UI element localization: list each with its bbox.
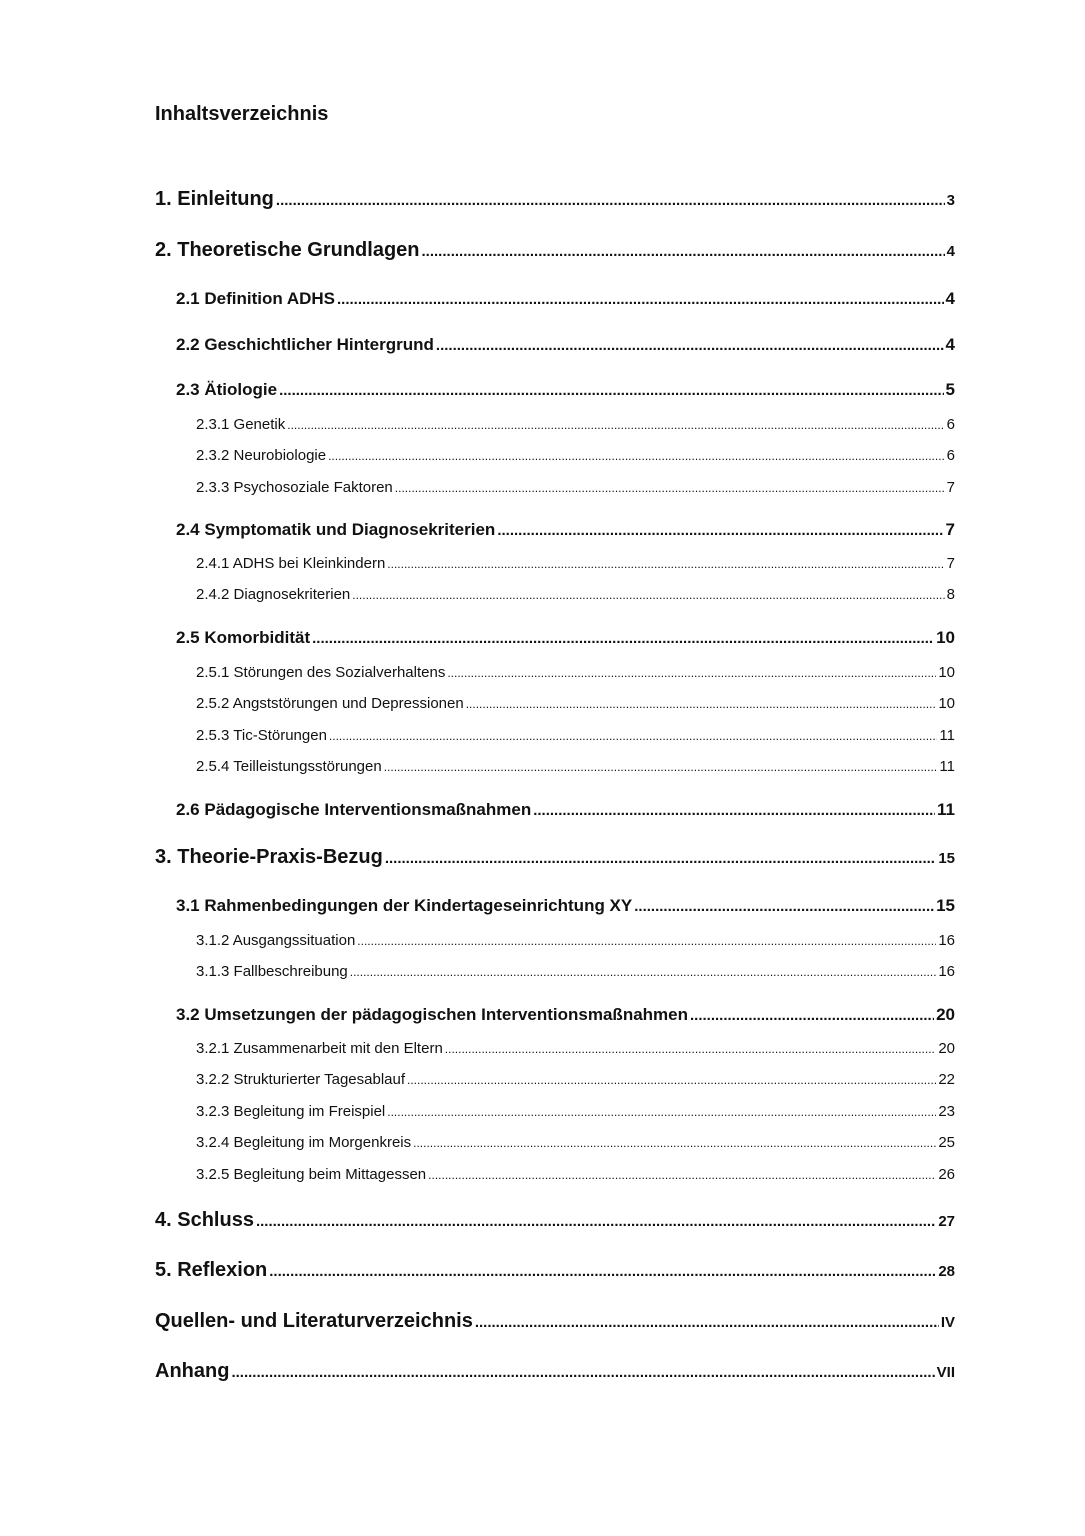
toc-entry-page: 15 [938,850,955,867]
toc-leader-dots [387,557,944,571]
toc-leader-dots [279,382,943,399]
toc-entry-page: 10 [938,695,955,712]
toc-entry-page: 27 [938,1213,955,1230]
toc-leader-dots [413,1136,936,1150]
toc-entry-page: 16 [938,963,955,980]
toc-entry-schluss[interactable] [155,1209,955,1232]
toc-entry-angststoerungen[interactable] [196,695,955,712]
toc-leader-dots [447,666,936,680]
toc-entry-page: 20 [936,1005,955,1024]
toc-leader-dots [690,1007,934,1024]
toc-entry-page: IV [940,1314,955,1331]
toc-leader-dots [436,337,944,354]
toc-entry-page: 4 [946,243,955,260]
toc-entry-page: 11 [937,800,955,819]
toc-leader-dots [422,243,945,260]
toc-entry-title: 2.2 Geschichtlicher Hintergrund [176,335,434,354]
toc-entry-title: 3.1.2 Ausgangssituation [196,932,356,949]
toc-entry-title: 2.6 Pädagogische Interventionsmaßnahmen [176,800,532,819]
toc-entry-page: 20 [938,1040,955,1057]
toc-entry-ausgangssituation[interactable] [196,932,955,949]
toc-entry-reflexion[interactable] [155,1259,955,1282]
toc-leader-dots [385,850,936,867]
toc-leader-dots [475,1314,939,1331]
toc-leader-dots [395,481,945,495]
toc-entry-tic-stoerungen[interactable] [196,727,955,744]
toc-entry-page: 3 [946,192,955,209]
page-title: Inhaltsverzeichnis [155,103,329,125]
toc-leader-dots [269,1263,936,1280]
toc-entry-theorie-praxis-bezug[interactable] [155,846,955,869]
toc-entry-zusammenarbeit-eltern[interactable] [196,1040,955,1057]
toc-entry-page: 6 [946,416,955,433]
toc-entry-neurobiologie[interactable] [196,447,955,464]
toc-leader-dots [428,1168,936,1182]
toc-leader-dots [287,418,944,432]
toc-entry-page: 26 [938,1166,955,1183]
toc-leader-dots [384,760,938,774]
toc-entry-einleitung[interactable] [155,188,955,211]
toc-entry-genetik[interactable] [196,416,955,433]
toc-entry-title: 3.2.5 Begleitung beim Mittagessen [196,1166,427,1183]
toc-entry-title: 3.1.3 Fallbeschreibung [196,963,348,980]
toc-entry-title: Quellen- und Literaturverzeichnis [155,1310,473,1332]
toc-leader-dots [350,965,937,979]
toc-entry-page: 4 [945,335,955,354]
toc-entry-title: 2. Theoretische Grundlagen [155,239,420,261]
toc-entry-rahmenbedingungen[interactable] [176,896,955,916]
toc-entry-title: 2.5.1 Störungen des Sozialverhaltens [196,664,446,681]
toc-entry-title: 2.4 Symptomatik und Diagnosekriterien [176,520,496,539]
toc-leader-dots [352,588,944,602]
toc-entry-diagnosekriterien[interactable] [196,586,955,603]
toc-entry-title: 3.2.1 Zusammenarbeit mit den Eltern [196,1040,443,1057]
toc-leader-dots [533,802,935,819]
toc-entry-page: 11 [939,727,955,744]
toc-entry-page: 15 [936,896,955,915]
toc-entry-title: 3.2.3 Begleitung im Freispiel [196,1103,386,1120]
toc-entry-aetiologie[interactable] [176,380,955,400]
toc-entry-title: 2.3 Ätiologie [176,380,278,399]
toc-entry-umsetzungen[interactable] [176,1005,955,1025]
toc-leader-dots [445,1042,937,1056]
toc-entry-freispiel[interactable] [196,1103,955,1120]
toc-entry-page: 7 [945,520,955,539]
toc-leader-dots [328,449,945,463]
toc-entry-title: 2.3.1 Genetik [196,416,286,433]
toc-entry-title: 3.2.4 Begleitung im Morgenkreis [196,1134,412,1151]
toc-leader-dots [231,1364,934,1381]
toc-entry-theoretische-grundlagen[interactable] [155,239,955,262]
toc-entry-page: 7 [946,479,955,496]
toc-entry-mittagessen[interactable] [196,1166,955,1183]
toc-leader-dots [357,934,936,948]
toc-entry-title: 3.2 Umsetzungen der pädagogischen Interventionsmaßnahmen [176,1005,688,1024]
toc-entry-page: 4 [945,289,955,308]
toc-entry-page: 7 [946,555,955,572]
toc-leader-dots [497,522,943,539]
toc-entry-title: 2.1 Definition ADHS [176,289,335,308]
toc-leader-dots [466,697,937,711]
toc-entry-title: 3.1 Rahmenbedingungen der Kindertageseinrichtung XY [176,896,633,915]
toc-entry-fallbeschreibung[interactable] [196,963,955,980]
toc-entry-title: 2.5.2 Angststörungen und Depressionen [196,695,464,712]
toc-entry-geschichtlicher-hintergrund[interactable] [176,335,955,355]
toc-entry-page: 28 [938,1263,955,1280]
toc-entry-symptomatik[interactable] [176,520,955,540]
toc-entry-title: 2.4.2 Diagnosekriterien [196,586,351,603]
toc-entry-page: VII [936,1364,955,1381]
toc-entry-page: 23 [938,1103,955,1120]
toc-leader-dots [312,630,934,647]
toc-entry-sozialverhalten[interactable] [196,664,955,681]
toc-entry-page: 5 [945,380,955,399]
toc-leader-dots [276,192,945,209]
toc-entry-page: 6 [946,447,955,464]
toc-leader-dots [329,729,938,743]
toc-entry-tagesablauf[interactable] [196,1071,955,1088]
toc-entry-page: 11 [939,758,955,775]
toc-entry-title: 2.3.3 Psychosoziale Faktoren [196,479,393,496]
toc-entry-title: 2.5 Komorbidität [176,628,311,647]
toc-entry-morgenkreis[interactable] [196,1134,955,1151]
toc-entry-title: 3.2.2 Strukturierter Tagesablauf [196,1071,406,1088]
toc-leader-dots [407,1073,936,1087]
toc-entry-title: 5. Reflexion [155,1259,268,1281]
toc-entry-adhs-kleinkinder[interactable] [196,555,955,572]
toc-entry-title: 4. Schluss [155,1209,254,1231]
toc-entry-psychosoziale-faktoren[interactable] [196,479,955,496]
toc-entry-anhang[interactable] [155,1360,955,1383]
toc-entry-page: 25 [938,1134,955,1151]
toc-entry-title: 2.3.2 Neurobiologie [196,447,327,464]
toc-entry-interventionsmassnahmen[interactable] [176,800,955,820]
toc-entry-page: 8 [946,586,955,603]
toc-leader-dots [634,898,934,915]
toc-entry-literaturverzeichnis[interactable] [155,1310,955,1333]
toc-entry-page: 16 [938,932,955,949]
toc-entry-title: 3. Theorie-Praxis-Bezug [155,846,383,868]
toc-leader-dots [256,1213,936,1230]
toc-entry-title: 2.5.3 Tic-Störungen [196,727,327,744]
toc-entry-title: 2.5.4 Teilleistungsstörungen [196,758,382,775]
toc-entry-page: 22 [938,1071,955,1088]
toc-entry-komorbiditaet[interactable] [176,628,955,648]
toc-entry-title: 1. Einleitung [155,188,274,210]
toc-entry-page: 10 [936,628,955,647]
toc-entry-definition-adhs[interactable] [176,289,955,309]
toc-entry-teilleistungsstoerungen[interactable] [196,758,955,775]
toc-entry-title: Anhang [155,1360,230,1382]
toc-entry-title: 2.4.1 ADHS bei Kleinkindern [196,555,386,572]
toc-leader-dots [337,291,944,308]
toc-leader-dots [387,1105,936,1119]
toc-entry-page: 10 [938,664,955,681]
